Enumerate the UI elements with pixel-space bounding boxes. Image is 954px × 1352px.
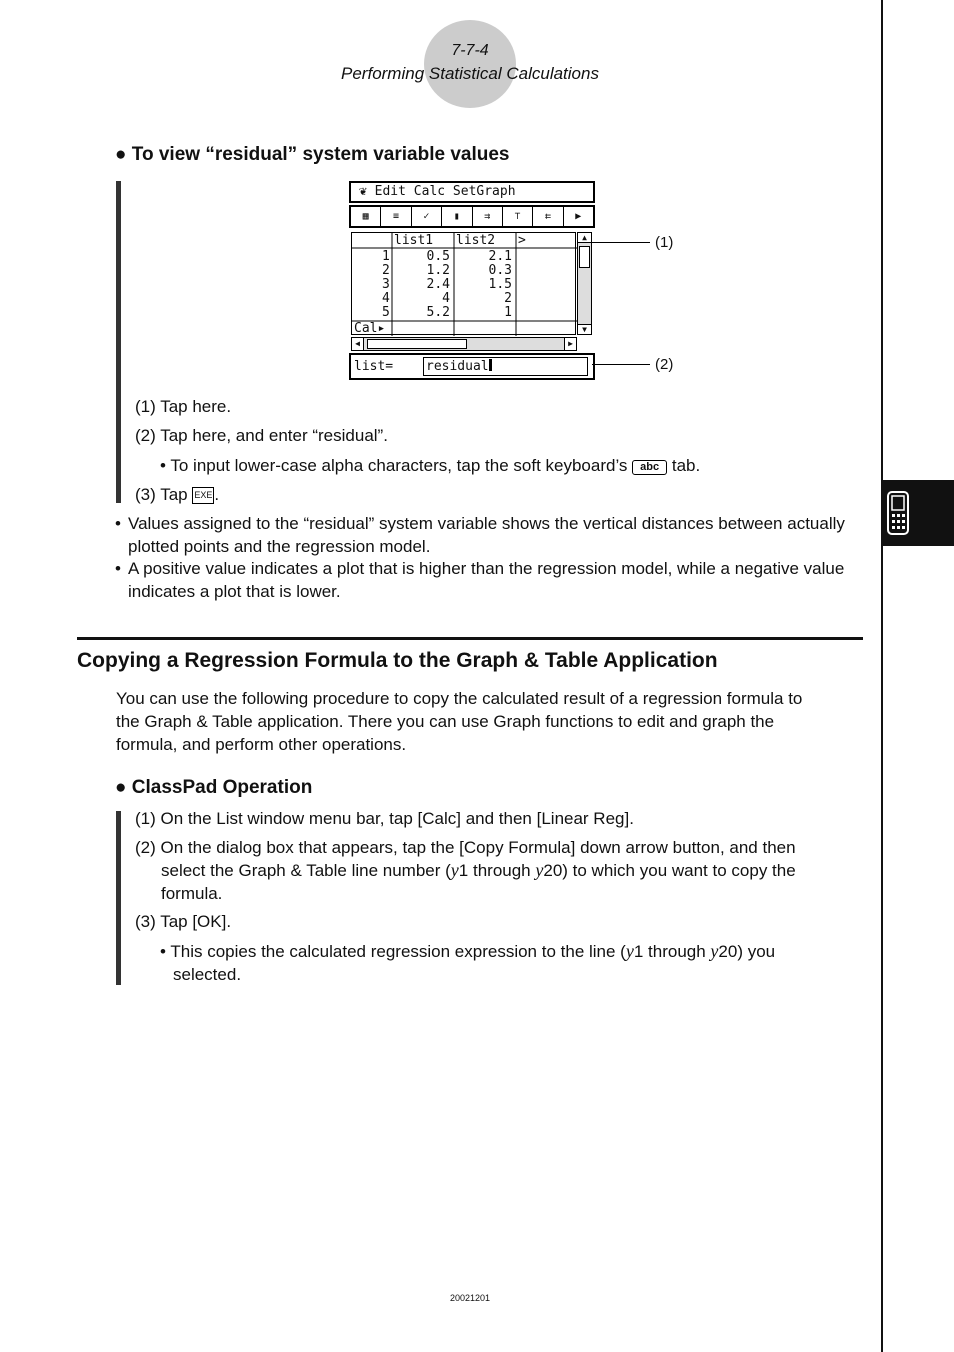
intro-line-3: formula, and perform other operations. [116, 735, 407, 754]
column-header[interactable]: list2 [456, 233, 496, 248]
op-step-1: (1) On the List window menu bar, tap [Calc] and then [Linear Reg]. [135, 809, 634, 828]
cal-label[interactable]: Cal▸ [354, 321, 386, 336]
column-header[interactable]: list1 [394, 233, 434, 248]
row-number: 5 [382, 305, 390, 320]
footer-code: 20021201 [449, 1293, 491, 1303]
op-step-2-line-1: (2) On the dialog box that appears, tap the [Copy Formula] down arrow button, and then [135, 838, 796, 857]
residual-heading: ● To view “residual” system variable values [115, 144, 510, 165]
operation-bar [116, 811, 121, 985]
section-divider [77, 637, 863, 640]
bullet-dot: ● [115, 144, 127, 165]
row-number: 3 [382, 277, 390, 292]
right-margin-rule [881, 0, 883, 1352]
note-bullet-2: • A positive value indicates a plot that is higher than the regression model, while a negative value indicates a plot that is lower. [115, 559, 845, 601]
menu-bar[interactable] [349, 181, 595, 203]
insert-row-icon[interactable]: ⊤ [503, 207, 533, 226]
toolbar-arrow-icon[interactable]: ▶ [575, 211, 582, 222]
chapter-tab [883, 480, 954, 546]
step-2: (2) Tap here, and enter “residual”. [135, 426, 388, 445]
section-title: Performing Statistical Calculations [341, 64, 599, 83]
settings-menu-icon[interactable]: ❦ [359, 184, 367, 199]
op-step-2-line-3: formula. [161, 884, 223, 903]
row-number: 1 [382, 249, 390, 264]
classpad-icon [883, 480, 954, 546]
entry-bar [349, 353, 595, 380]
op-step-2-line-2: select the Graph & Table line number (y1 through y20) to which you want to copy the [161, 860, 796, 880]
table-cell[interactable]: 0.3 [488, 263, 512, 278]
row-number: 2 [382, 263, 390, 278]
scroll-up-icon[interactable]: ▲ [578, 233, 591, 243]
stat-list-icon[interactable]: ≡ [381, 207, 411, 226]
column-header-next[interactable]: > [518, 233, 526, 248]
table-cell[interactable]: 2.4 [426, 277, 450, 292]
note-bullet-1: • Values assigned to the “residual” system variable shows the vertical distances between actually plotted points and the regression model. [115, 514, 845, 556]
copy-section-title: Copying a Regression Formula to the Graph & Table Application [77, 649, 718, 672]
scroll-thumb[interactable] [579, 246, 590, 268]
op-sub-bullet-line-1: • This copies the calculated regression expression to the line (y1 through y20) you [160, 941, 776, 961]
intro-line-2: the Graph & Table application. There you can use Graph functions to edit and graph the [116, 712, 775, 731]
list-entry-field[interactable] [423, 357, 588, 376]
scroll-down-icon[interactable]: ▼ [578, 324, 591, 334]
step-1: (1) Tap here. [135, 397, 232, 416]
horizontal-scrollbar[interactable] [351, 337, 577, 351]
calculator-screen [349, 181, 595, 381]
sub-bullet: • To input lower-case alpha characters, tap the soft keyboard’s abc tab. [160, 456, 701, 475]
callout-label-2: (2) [655, 356, 674, 373]
menu-items[interactable]: Edit Calc SetGraph [374, 184, 516, 199]
table-cell[interactable]: 1 [504, 305, 512, 320]
text-cursor [489, 359, 492, 371]
table-cell[interactable]: 1.2 [426, 263, 450, 278]
procedure-bar [116, 181, 121, 503]
op-sub-bullet-line-2: selected. [173, 965, 242, 984]
sort-descend-icon[interactable]: ⇇ [533, 207, 563, 226]
intro-line-1: You can use the following procedure to copy the calculated result of a regression formula to [116, 689, 803, 708]
step-3: (3) Tap EXE . [135, 485, 220, 504]
table-cell[interactable]: 2.1 [488, 249, 512, 264]
sort-ascend-icon[interactable]: ⇉ [473, 207, 503, 226]
hscroll-thumb[interactable] [367, 339, 467, 349]
scroll-left-icon[interactable]: ◀ [352, 338, 364, 350]
vertical-scrollbar[interactable] [577, 232, 592, 335]
row-number: 4 [382, 291, 390, 306]
entry-label: list= [354, 359, 394, 374]
table-cell[interactable]: 1.5 [488, 277, 512, 292]
entry-value: residual [426, 359, 489, 374]
table-cell[interactable]: 4 [442, 291, 450, 306]
operation-heading: ● ClassPad Operation [115, 777, 313, 798]
page-number: 7-7-4 [451, 42, 489, 59]
scroll-right-icon[interactable]: ▶ [564, 338, 576, 350]
regression-icon[interactable]: ✓ [412, 207, 442, 226]
callout-line-1 [577, 242, 650, 243]
callout-line-2 [592, 364, 650, 365]
bar-chart-icon[interactable]: ▮ [442, 207, 472, 226]
list-grid [351, 232, 576, 335]
bullet-dot: ● [115, 777, 127, 798]
abc-key-icon: abc [632, 460, 667, 475]
exe-key-icon: EXE [192, 487, 214, 504]
toolbar [349, 205, 595, 228]
table-cell[interactable]: 5.2 [426, 305, 450, 320]
table-cell[interactable]: 0.5 [426, 249, 450, 264]
callout-label-1: (1) [655, 234, 674, 251]
graph-window-icon[interactable]: ▦ [351, 207, 381, 226]
table-cell[interactable]: 2 [504, 291, 512, 306]
op-step-3: (3) Tap [OK]. [135, 912, 232, 931]
